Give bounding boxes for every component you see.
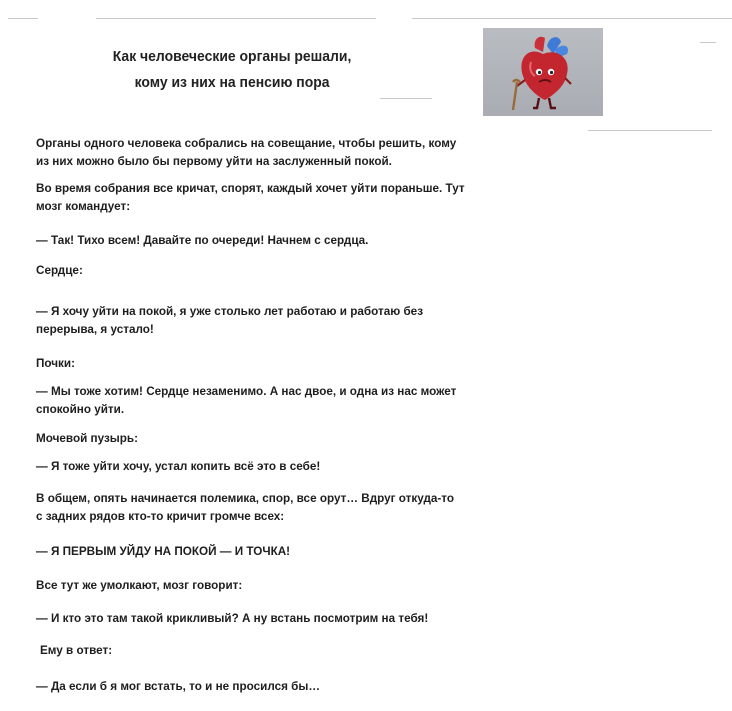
illustration-thumbnail: [483, 28, 603, 116]
text-line: Ему в ответ:: [40, 643, 113, 657]
text-line: с задних рядов кто-то кричит громче всех:: [36, 509, 285, 523]
text-line: Во время собрания все кричат, спорят, каждый хочет уйти пораньше. Тут: [36, 181, 465, 195]
top-rule-left: [8, 18, 38, 19]
text-line: перерыва, я устало!: [36, 322, 154, 336]
top-rule-right: [412, 18, 732, 19]
thumb-side-rule: [700, 42, 716, 43]
heart-with-cane-icon: [483, 28, 603, 116]
text-line: — Я хочу уйти на покой, я уже столько лет работаю и работаю без: [36, 304, 424, 318]
text-line: — Я тоже уйти хочу, устал копить всё это в себе!: [36, 459, 321, 473]
text-line: спокойно уйти.: [36, 402, 125, 416]
title-line-1: Как человеческие органы решали,: [112, 48, 352, 65]
text-line: — Я ПЕРВЫМ УЙДУ НА ПОКОЙ — И ТОЧКА!: [36, 544, 291, 558]
title-underline: [380, 98, 432, 99]
text-line: Органы одного человека собрались на совещание, чтобы решить, кому: [36, 136, 457, 150]
article-title: [60, 44, 404, 96]
text-line: Почки:: [36, 356, 76, 370]
right-rule: [588, 130, 712, 131]
text-line: из них можно было бы первому уйти на заслуженный покой.: [36, 154, 392, 168]
text-line: — Да если б я мог встать, то и не просился бы…: [36, 679, 321, 693]
title-line-2: кому из них на пенсию пора: [134, 74, 330, 91]
text-line: мозг командует:: [36, 199, 131, 213]
text-line: В общем, опять начинается полемика, спор, все орут… Вдруг откуда-то: [36, 491, 455, 505]
text-line: — Мы тоже хотим! Сердце незаменимо. А нас двое, и одна из нас может: [36, 384, 457, 398]
text-line: Мочевой пузырь:: [36, 431, 138, 445]
top-rule-center: [96, 18, 376, 19]
text-line: Все тут же умолкают, мозг говорит:: [36, 578, 243, 592]
text-line: — Так! Тихо всем! Давайте по очереди! Начнем с сердца.: [36, 233, 369, 247]
text-line: Сердце:: [36, 263, 83, 277]
text-line: — И кто это там такой крикливый? А ну встань посмотрим на тебя!: [36, 611, 429, 625]
